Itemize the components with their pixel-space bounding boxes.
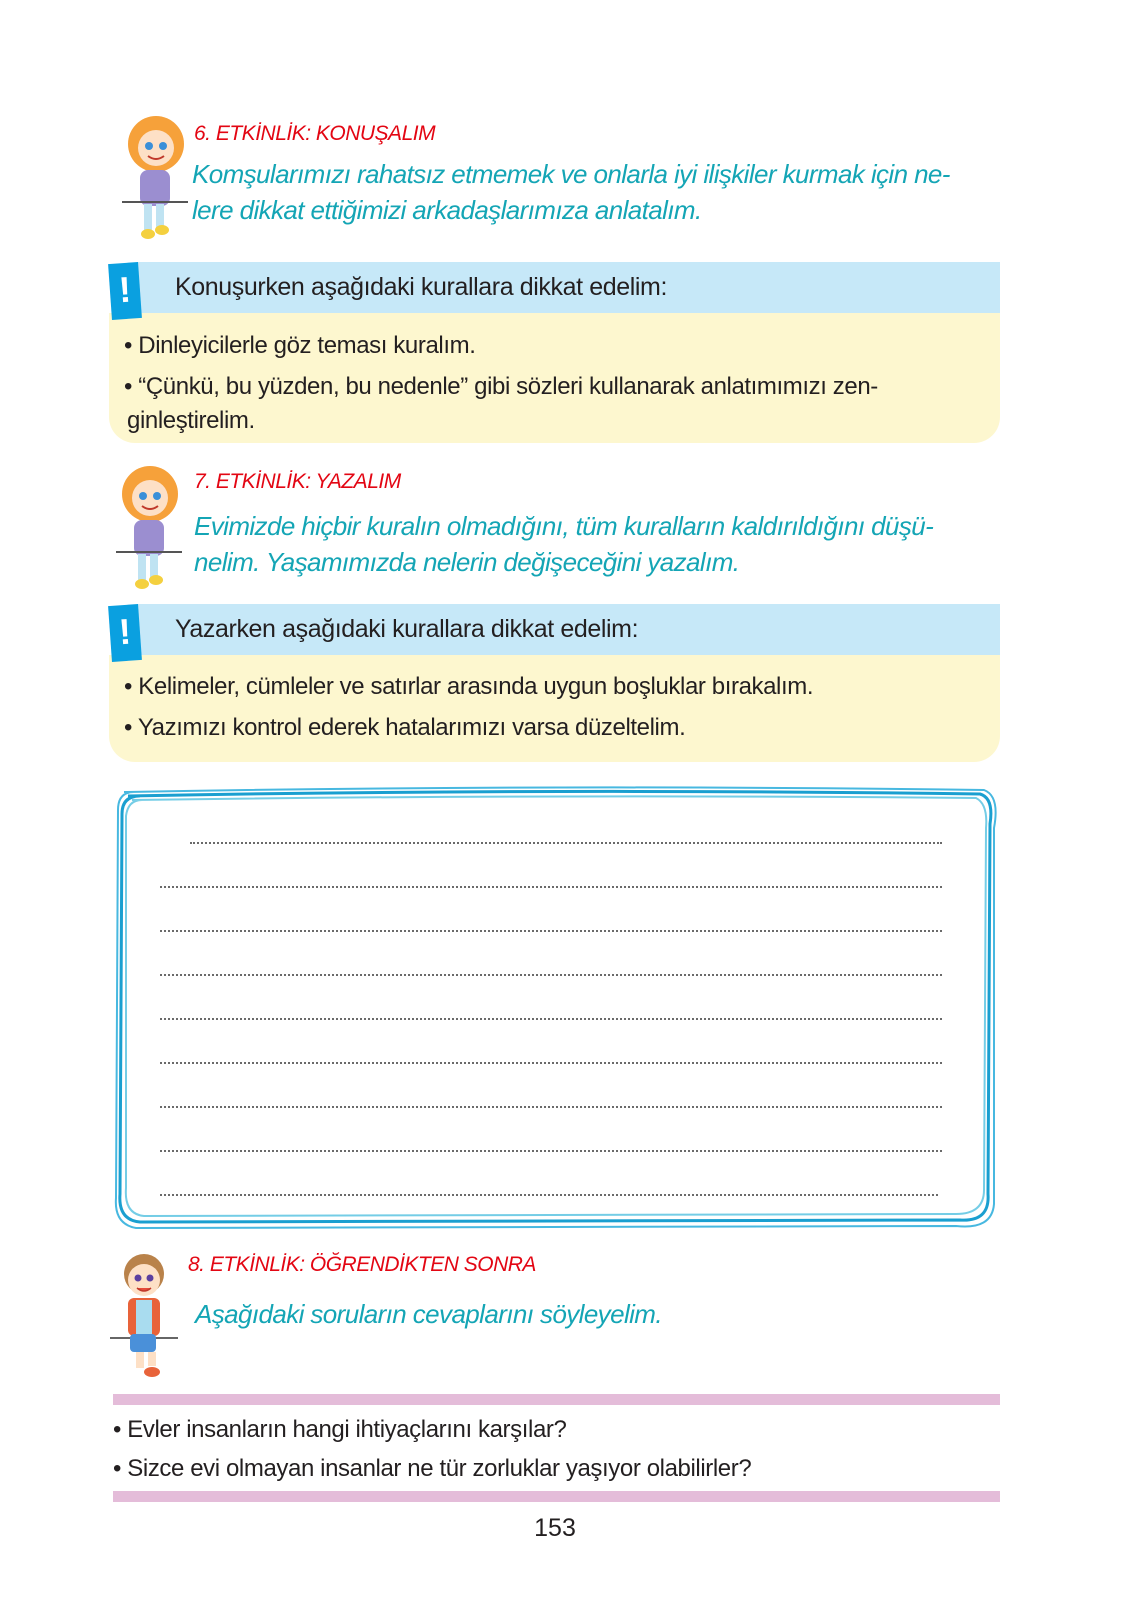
- writing-line[interactable]: [160, 1062, 942, 1064]
- writing-line[interactable]: [160, 886, 942, 888]
- page-number: 153: [534, 1514, 576, 1542]
- writing-line[interactable]: [160, 1018, 942, 1020]
- rule-item: • Kelimeler, cümleler ve satırlar arasında uygun boşluklar bırakalım.: [124, 669, 994, 705]
- divider-bottom: [113, 1491, 1000, 1502]
- writing-area[interactable]: [152, 830, 942, 1200]
- question-item: • Evler insanların hangi ihtiyaçlarını karşılar?: [113, 1412, 1000, 1448]
- rules-heading-band: Yazarken aşağıdaki kurallara dikkat edelim:: [137, 604, 1000, 655]
- instruction-line: lere dikkat ettiğimizi arkadaşlarımıza anlatalım.: [192, 195, 702, 225]
- rules-list-speaking: [124, 328, 994, 437]
- instruction-line: Komşularımızı rahatsız etmemek ve onlarla iyi ilişkiler kurmak için ne-: [192, 159, 950, 189]
- writing-line[interactable]: [160, 1106, 942, 1108]
- instruction-line: nelim. Yaşamımızda nelerin değişeceğini yazalım.: [194, 547, 740, 577]
- rule-item: • Dinleyicilerle göz teması kuralım.: [124, 328, 994, 364]
- rules-list-writing: [124, 669, 994, 746]
- writing-line[interactable]: [160, 974, 942, 976]
- rule-item: • Yazımızı kontrol ederek hatalarımızı varsa düzeltelim.: [124, 710, 994, 746]
- writing-line[interactable]: [160, 1194, 938, 1196]
- boy-illustration: [108, 1248, 180, 1380]
- girl-illustration: [118, 112, 194, 242]
- rule-item: • “Çünkü, bu yüzden, bu nedenle” gibi sözleri kullanarak anlatımımızı zen-: [124, 369, 994, 405]
- activity-7-title: 7. ETKİNLİK: YAZALIM: [194, 470, 401, 493]
- question-item: • Sizce evi olmayan insanlar ne tür zorluklar yaşıyor olabilirler?: [113, 1451, 1000, 1487]
- activity-7-instruction: [194, 508, 933, 580]
- divider-top: [113, 1394, 1000, 1405]
- exclamation-icon: !: [108, 604, 142, 662]
- activity-6-instruction: [192, 156, 950, 228]
- activity-8-title: 8. ETKİNLİK: ÖĞRENDİKTEN SONRA: [188, 1253, 536, 1276]
- activity-6-title: 6. ETKİNLİK: KONUŞALIM: [194, 122, 436, 145]
- activity-8-instruction: Aşağıdaki soruların cevaplarını söyleyelim.: [195, 1299, 662, 1329]
- girl-illustration: [112, 462, 188, 592]
- writing-line[interactable]: [160, 1150, 942, 1152]
- rule-item-continuation: ginleştirelim.: [127, 407, 255, 434]
- questions-list: [113, 1412, 1000, 1487]
- exclamation-icon: !: [108, 262, 142, 320]
- instruction-line: Evimizde hiçbir kuralın olmadığını, tüm kuralların kaldırıldığını düşü-: [194, 511, 934, 541]
- writing-line[interactable]: [160, 930, 942, 932]
- writing-line[interactable]: [190, 842, 942, 844]
- rules-heading-band: Konuşurken aşağıdaki kurallara dikkat edelim:: [137, 262, 1000, 313]
